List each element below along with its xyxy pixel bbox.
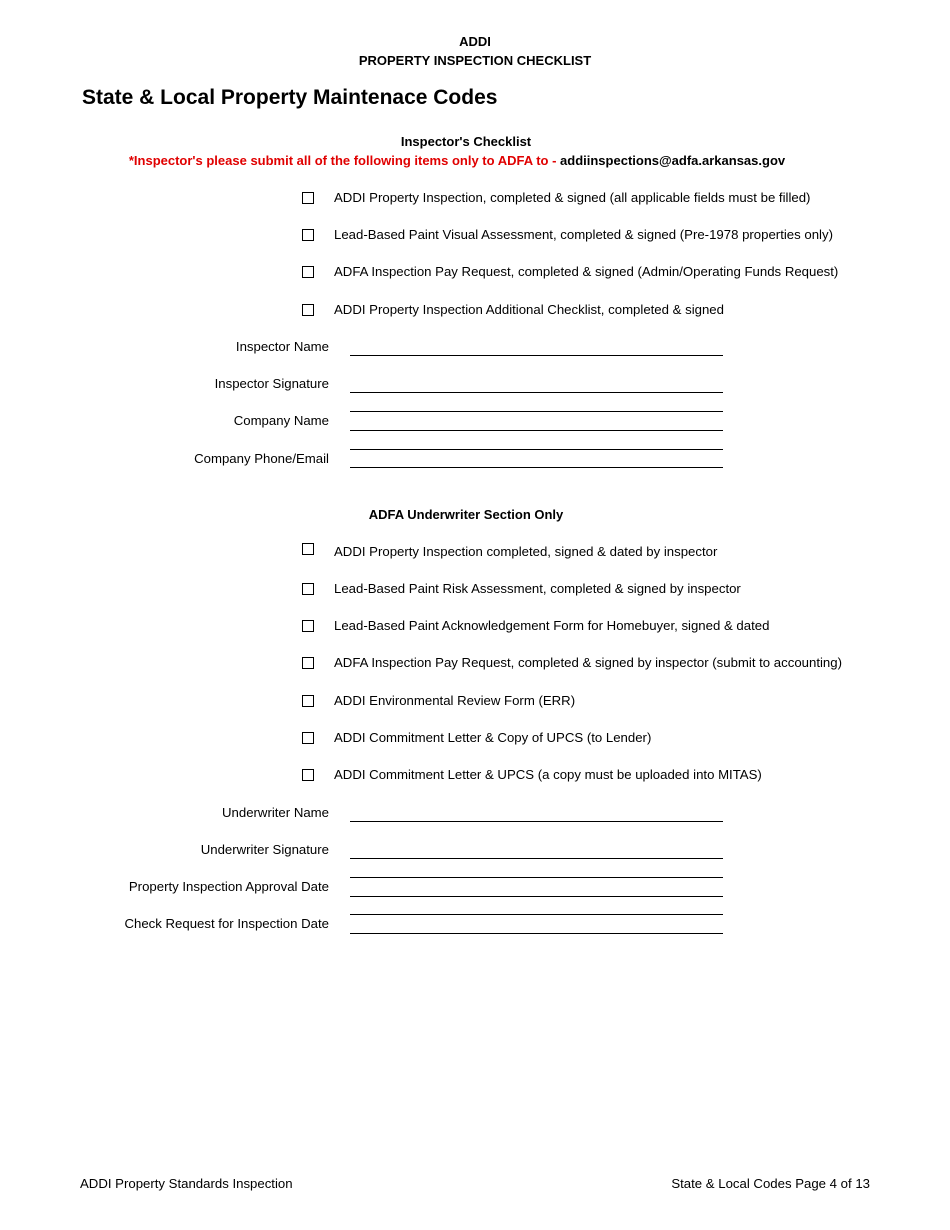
checkbox-uw-lead-risk[interactable]: [302, 583, 314, 595]
checkbox-label: ADDI Property Inspection, completed & signed (all applicable fields must be filled): [334, 190, 811, 205]
field-label-check-request-date: Check Request for Inspection Date: [124, 916, 329, 931]
notice-email: addiinspections@adfa.arkansas.gov: [560, 153, 786, 168]
checkbox-pay-request[interactable]: [302, 266, 314, 278]
footer-page-number: State & Local Codes Page 4 of 13: [671, 1176, 870, 1191]
field-label-inspector-signature: Inspector Signature: [214, 376, 329, 391]
company-phone-email-line[interactable]: [350, 467, 723, 468]
notice-text: *Inspector's please submit all of the following items only to ADFA to -: [128, 153, 561, 168]
checkbox-label: Lead-Based Paint Acknowledgement Form for Homebuyer, signed & dated: [334, 618, 770, 633]
checkbox-label: ADDI Environmental Review Form (ERR): [334, 693, 576, 708]
checkbox-lead-paint-visual[interactable]: [302, 229, 314, 241]
header-line-2: PROPERTY INSPECTION CHECKLIST: [358, 53, 592, 68]
checkbox-uw-lead-ack[interactable]: [302, 620, 314, 632]
divider-line: [350, 877, 723, 878]
checkbox-label: Lead-Based Paint Risk Assessment, completed & signed by inspector: [334, 581, 741, 596]
field-label-underwriter-name: Underwriter Name: [222, 805, 329, 820]
checkbox-label: ADFA Inspection Pay Request, completed & signed (Admin/Operating Funds Request): [334, 264, 839, 279]
divider-line: [350, 449, 723, 450]
divider-line: [350, 914, 723, 915]
underwriter-section-heading: ADFA Underwriter Section Only: [368, 507, 564, 522]
underwriter-signature-line[interactable]: [350, 858, 723, 859]
checkbox-label: Lead-Based Paint Visual Assessment, completed & signed (Pre-1978 properties only): [334, 227, 833, 242]
checkbox-label: ADDI Commitment Letter & Copy of UPCS (to Lender): [334, 730, 652, 745]
field-label-company-name: Company Name: [233, 413, 329, 428]
approval-date-line[interactable]: [350, 896, 723, 897]
checkbox-uw-err[interactable]: [302, 695, 314, 707]
checkbox-uw-commitment-lender[interactable]: [302, 732, 314, 744]
field-label-company-phone-email: Company Phone/Email: [194, 451, 329, 466]
checkbox-additional-checklist[interactable]: [302, 304, 314, 316]
footer-left: ADDI Property Standards Inspection: [80, 1176, 293, 1191]
checkbox-label: ADFA Inspection Pay Request, completed & signed by inspector (submit to accounting): [334, 655, 842, 670]
check-request-date-line[interactable]: [350, 933, 723, 934]
header-line-1: ADDI: [459, 34, 491, 49]
field-label-approval-date: Property Inspection Approval Date: [128, 879, 329, 894]
checkbox-uw-inspection-completed[interactable]: [302, 543, 314, 555]
checkbox-label: ADDI Property Inspection completed, signed & dated by inspector: [334, 544, 718, 559]
company-name-line[interactable]: [350, 430, 723, 431]
checkbox-inspection-completed[interactable]: [302, 192, 314, 204]
field-label-underwriter-signature: Underwriter Signature: [200, 842, 329, 857]
field-label-inspector-name: Inspector Name: [235, 339, 329, 354]
inspector-name-line[interactable]: [350, 355, 723, 356]
checkbox-uw-pay-request[interactable]: [302, 657, 314, 669]
checkbox-label: ADDI Property Inspection Additional Checklist, completed & signed: [334, 302, 724, 317]
underwriter-name-line[interactable]: [350, 821, 723, 822]
checkbox-uw-commitment-mitas[interactable]: [302, 769, 314, 781]
inspector-signature-line[interactable]: [350, 392, 723, 393]
checkbox-label: ADDI Commitment Letter & UPCS (a copy must be uploaded into MITAS): [334, 767, 762, 782]
inspector-checklist-heading: Inspector's Checklist: [400, 134, 532, 149]
submission-notice: [0, 153, 914, 168]
page-title: State & Local Property Maintenace Codes: [82, 86, 498, 109]
divider-line: [350, 411, 723, 412]
